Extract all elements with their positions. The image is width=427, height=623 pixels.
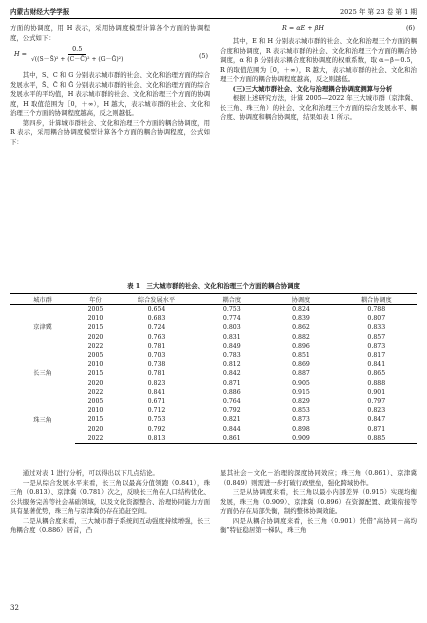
year-cell: 2010 [87,407,104,415]
year-cell: 2010 [87,315,104,323]
value-cell: 0.915 [292,388,310,396]
table-row [10,305,417,315]
value-cell: 0.797 [367,398,386,406]
value-cell: 0.873 [367,342,386,350]
column-header: 协调度 [266,294,335,305]
value-cell: 0.901 [367,388,386,396]
table-row [10,351,417,360]
value-cell: 0.788 [367,306,386,313]
year-cell: 2015 [87,416,104,424]
value-cell: 0.887 [292,370,310,378]
equation-5 [10,43,210,71]
value-cell: 0.738 [147,361,166,369]
running-header [0,6,427,18]
value-cell: 0.813 [116,434,197,444]
value-cell: 0.865 [367,370,386,378]
value-cell: 0.712 [147,407,166,415]
paragraph: 第四步，计算城市群社会、文化和治理三个方面的耦合协调度，用 R 表示，采用耦合协调度模型计算各个方面的耦合协调程度，公式如下： [10,118,210,146]
value-cell: 0.781 [147,370,166,378]
value-cell: 0.824 [292,306,310,313]
value-cell: 0.803 [222,324,241,332]
equation-number: (6) [405,24,415,32]
value-cell: 0.909 [266,434,335,444]
value-cell: 0.857 [367,333,386,341]
paragraph: 通过对表 1 进行分析，可以得出以下几点结论。 [22,469,159,477]
value-cell: 0.683 [147,315,166,323]
value-cell: 0.833 [367,324,386,332]
value-cell: 0.783 [222,352,241,360]
value-cell: 0.853 [292,407,310,415]
paragraph: 其中，E 和 H 分别表示城市群的社会、文化和治理三个方面的耦合度和协调度，R 表示城市群的社会、文化和治理三个方面的耦合协调度，α 和 β 分别表示耦合度和协调度的权重系数，取 α＝β＝0.5，R 的取值范围为［0，＋∞），R 越大，表示城市群的社会、文化和治理三个方面的耦合协调程度越高，反之则越低。 [220,37,417,84]
page-number: 32 [10,604,19,612]
value-cell: 0.807 [367,315,386,323]
value-cell: 0.844 [222,425,241,433]
value-cell: 0.862 [292,324,310,332]
value-cell: 0.888 [367,379,386,387]
right-column [220,24,417,123]
value-cell: 0.792 [147,425,166,433]
year-cell: 2005 [87,352,104,360]
data-table [10,293,417,444]
value-cell: 0.849 [222,342,241,350]
value-cell: 0.753 [222,306,241,313]
paragraph: 四是从耦合协调度来看，长三角（0.901）凭借“高协同－高均衡”特征稳居第一梯队，珠三角 [220,516,417,535]
section-heading: (三)三大城市群社会、文化与治理耦合协调度测算与分析 [232,84,393,93]
equation-lhs: H = [14,50,27,59]
value-cell: 0.873 [292,416,310,424]
equation-fraction [31,45,123,65]
paragraph: 一是从综合发展水平来看，长三角以最高分值领跑（0.841），珠三角（0.813）、京津冀（0.781）次之，反映长三角在人口结构优化、公共服务完善等社会基础领域，以及文化资源整合、治理协同能力方面具有显著优势，珠三角与京津冀仍存在追赶空间。 [10,478,210,516]
paragraph: 其中，S、C 和 G 分别表示城市群的社会、文化和治理方面的综合发展水平，S̄、C̄ 和 Ḡ 分别表示城市群的社会、文化和治理方面的综合发展水平的平均值，H 表示城市群的社会、文化和治理三个方面的协调度，H 取值范围为［0，＋∞），H 越大，表示城市群的社会、文化和治理三个方面的协调程度越高，反之则越低。 [10,71,210,118]
value-cell: 0.753 [147,416,166,424]
value-cell: 0.763 [147,333,166,341]
equation-body: R = αE + βH [282,24,324,32]
city-group-cell: 珠三角 [33,416,52,424]
value-cell: 0.841 [147,388,166,396]
value-cell: 0.861 [197,434,266,444]
column-header: 耦合协调度 [336,294,417,305]
table-row [10,397,417,406]
city-group-cell: 长三角 [33,370,52,378]
header-rule [10,18,417,19]
year-cell: 2020 [87,333,104,341]
value-cell: 0.703 [147,352,166,360]
equation-number: (5) [198,52,208,61]
table-title: 表 1 三大城市群的社会、文化和治理三个方面的耦合协调度 [127,282,300,290]
year-cell: 2022 [75,434,116,444]
value-cell: 0.654 [147,306,166,313]
issue-info: 2025 年 第 23 卷 第 1 期 [339,8,417,16]
value-cell: 0.821 [222,416,241,424]
year-cell: 2005 [87,306,104,313]
equation-numerator: 0.5 [68,45,86,55]
year-cell: 2022 [87,342,104,350]
city-group-cell: 京津冀 [33,324,52,332]
value-cell: 0.823 [147,379,166,387]
value-cell: 0.841 [367,361,386,369]
value-cell: 0.869 [292,361,310,369]
year-cell: 2005 [87,398,104,406]
bottom-right-column [220,469,417,536]
value-cell: 0.724 [147,324,166,332]
value-cell: 0.774 [222,315,241,323]
value-cell: 0.831 [222,333,241,341]
bottom-left-column [10,469,210,536]
year-cell: 2015 [87,370,104,378]
value-cell: 0.829 [292,398,310,406]
column-header: 城市群 [10,294,75,305]
year-cell: 2015 [87,324,104,332]
column-header: 年份 [75,294,116,305]
column-header: 综合发展水平 [116,294,197,305]
year-cell: 2020 [87,379,104,387]
left-column [10,24,210,147]
journal-name: 内蒙古财经大学学报 [10,8,70,16]
value-cell: 0.851 [292,352,310,360]
value-cell: 0.896 [292,342,310,350]
year-cell: 2010 [87,361,104,369]
value-cell: 0.817 [367,352,386,360]
paragraph: 二是从耦合度来看，三大城市群子系统间互动强度持续增强，长三角耦合度（0.886）居首，凸 [10,516,210,535]
value-cell: 0.882 [292,333,310,341]
paragraph: 三是从协调度来看，长三角以最小内部差异（0.915）实现均衡发展，珠三角（0.909）、京津冀（0.896）在资源配置、政策衔接等方面仍存在局部失衡，制约整体协调效能。 [220,488,417,516]
value-cell: 0.847 [367,416,386,424]
paragraph: 显其社会－文化－治理的深度协同效应；珠三角（0.861）、京津冀（0.849）则需进一步打破行政壁垒，强化跨域协作。 [220,469,417,487]
value-cell: 0.839 [292,315,310,323]
paragraph: 根据上述研究方法，计算 2005—2022 年三大城市群（京津冀、长三角、珠三角）的社会、文化和治理三个方面的综合发展水平、耦合度、协调度和耦合协调度，结果如表 1 所示。 [220,94,417,122]
value-cell: 0.792 [222,407,241,415]
value-cell: 0.764 [222,398,241,406]
value-cell: 0.905 [292,379,310,387]
value-cell: 0.781 [147,342,166,350]
value-cell: 0.871 [222,379,241,387]
year-cell: 2020 [87,425,104,433]
table-header-row [10,294,417,305]
value-cell: 0.671 [147,398,166,406]
value-cell: 0.842 [222,370,241,378]
value-cell: 0.812 [222,361,241,369]
equation-denominator: √((S－S̄)² + (C－C̄)² + (G－Ḡ)²) [30,56,124,64]
equation-6 [220,24,417,37]
paragraph: 方面的协调度，用 H 表示，采用协调度模型计算各个方面的协调程度，公式如下： [10,24,210,42]
value-cell: 0.871 [367,425,386,433]
year-cell: 2022 [87,388,104,396]
value-cell: 0.886 [222,388,241,396]
value-cell: 0.885 [336,434,417,444]
value-cell: 0.823 [367,407,386,415]
column-header: 耦合度 [197,294,266,305]
value-cell: 0.898 [292,425,310,433]
